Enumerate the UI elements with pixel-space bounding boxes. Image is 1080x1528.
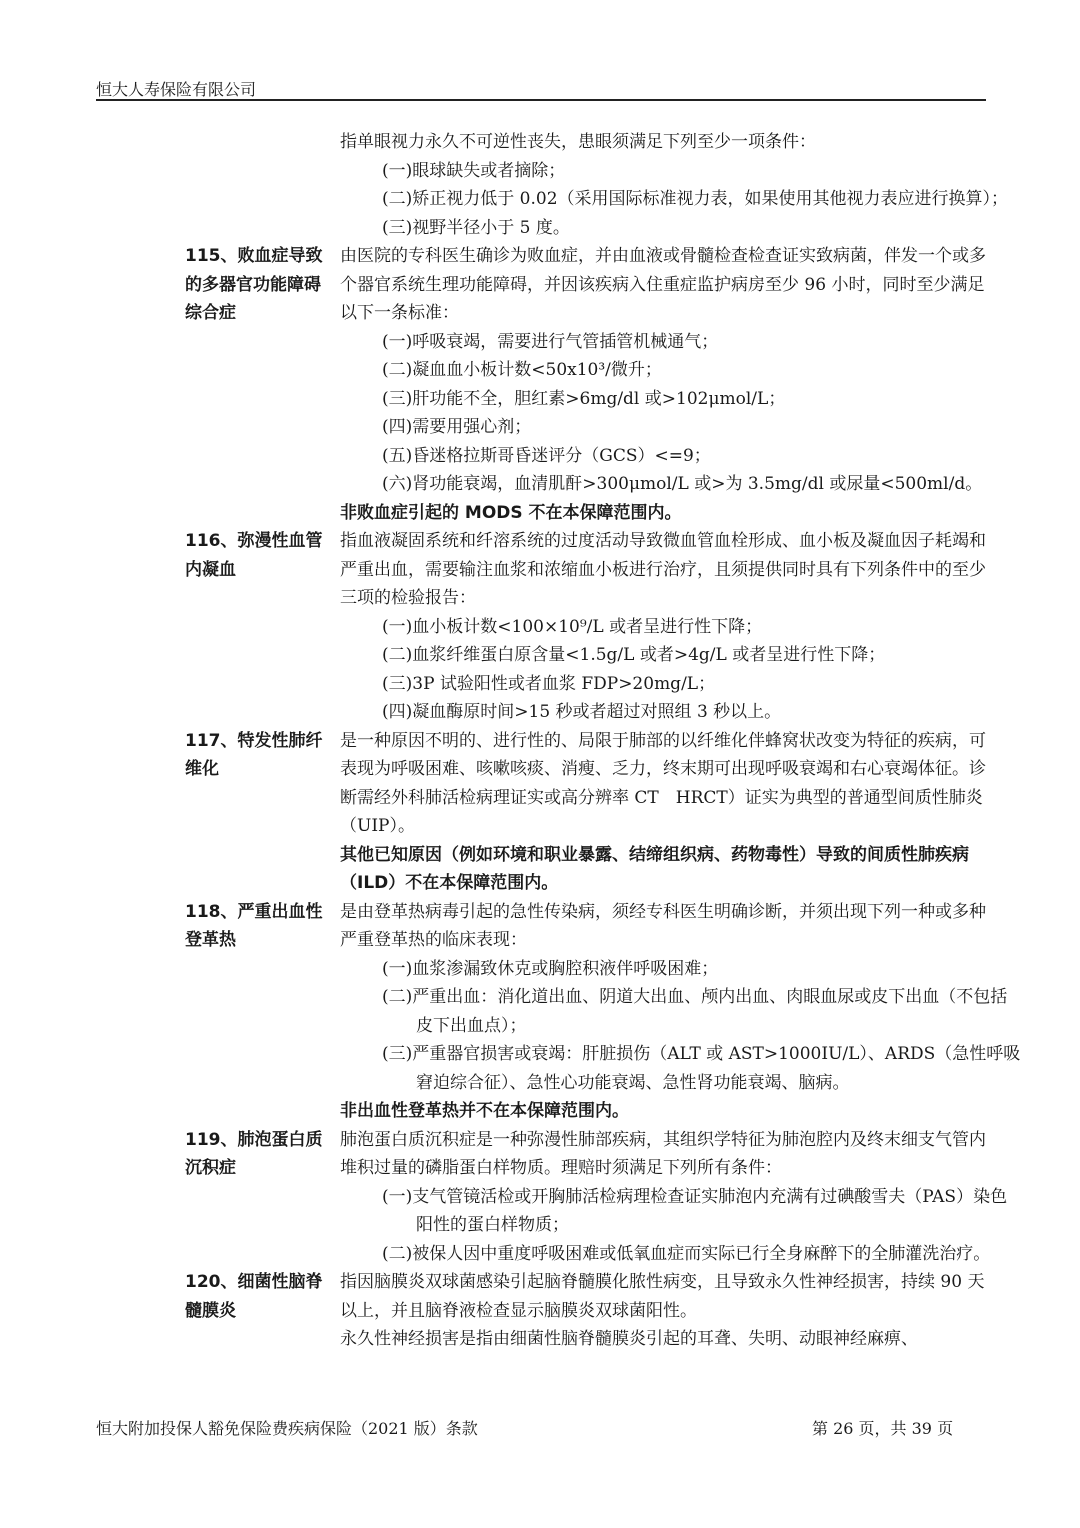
- clause-definition-118: 是由登革热病毒引起的急性传染病，须经专科医生明确诊断，并须出现下列一种或多种严重登革热的临床表现：: [340, 901, 986, 950]
- list-item: (二)血浆纤维蛋白原含量<1.5g/L 或者>4g/L 或者呈进行性下降；: [382, 645, 886, 665]
- list-item: (一)血浆渗漏致休克或胸腔积液伴呼吸困难；: [382, 958, 719, 979]
- exclusion-note: 其他已知原因（例如环境和职业暴露、结缔组织病、药物毒性）导致的间质性肺疾病（ILD）不在本保障范围内。: [340, 844, 969, 893]
- clause-definition-120: 指因脑膜炎双球菌感染引起脑脊髓膜化脓性病变，且导致永久性神经损害，持续 90 天以上，并且脑脊液检查显示脑膜炎双球菌阳性。: [340, 1272, 985, 1321]
- list-item: (一)呼吸衰竭，需要进行气管插管机械通气；: [382, 331, 719, 352]
- clause-term-119: 119、肺泡蛋白质沉积症: [185, 1129, 323, 1178]
- list-item: (二)矫正视力低于 0.02（采用国际标准视力表，如果使用其他视力表应进行换算）；: [382, 189, 1009, 209]
- clause-definition-117: 是一种原因不明的、进行性的、局限于肺部的以纤维化伴蜂窝状改变为特征的疾病，可表现为呼吸困难、咳嗽咳痰、消瘦、乏力，终末期可出现呼吸衰竭和右心衰竭体征。诊断需经外科肺活检病理证实或高分辨率 CT HRCT）证实为典型的普通型间质性肺炎（UIP）。: [340, 730, 986, 836]
- list-item: (三)视野半径小于 5 度。: [382, 217, 570, 238]
- list-item: (六)肾功能衰竭，血清肌酐>300μmol/L 或>为 3.5mg/dl 或尿量<500ml/d。: [382, 474, 983, 494]
- list-item: (四)需要用强心剂；: [382, 417, 532, 437]
- footer-page-number: 第 26 页，共 39 页: [812, 1419, 954, 1438]
- clause-term-116: 116、弥漫性血管内凝血: [185, 531, 323, 580]
- list-item: (一)支气管镜活检或开胸肺活检病理检查证实肺泡内充满有过碘酸雪夫（PAS）染色阳性的蛋白样物质；: [382, 1186, 1008, 1235]
- clause-term-118: 118、严重出血性登革热: [185, 901, 323, 950]
- clause-content: [0, 128, 1080, 1354]
- paragraph: 指单眼视力永久不可逆性丧失，患眼须满足下列至少一项条件：: [340, 132, 816, 152]
- list-item: (五)昏迷格拉斯哥昏迷评分（GCS）<=9；: [382, 445, 711, 466]
- clause-term-115: 115、败血症导致的多器官功能障碍综合症: [185, 246, 323, 323]
- company-header: 恒大人寿保险有限公司: [96, 80, 257, 99]
- list-item: (二)凝血血小板计数<50x10³/微升；: [382, 360, 662, 380]
- list-item: (二)严重出血：消化道出血、阴道大出血、颅内出血、肉眼血尿或皮下出血（不包括皮下出血点）；: [382, 987, 1008, 1036]
- clause-term-117: 117、特发性肺纤维化: [185, 730, 323, 779]
- footer-document-title: 恒大附加投保人豁免保险费疾病保险（2021 版）条款: [96, 1419, 478, 1438]
- exclusion-note: 非败血症引起的 MODS 不在本保障范围内。: [340, 502, 682, 523]
- clause-definition-116: 指血液凝固系统和纤溶系统的过度活动导致微血管血栓形成、血小板及凝血因子耗竭和严重出血，需要输注血浆和浓缩血小板进行治疗，且须提供同时具有下列条件中的至少三项的检验报告：: [340, 531, 986, 608]
- list-item: (三)严重器官损害或衰竭：肝脏损伤（ALT 或 AST>1000IU/L）、ARDS（急性呼吸窘迫综合征）、急性心功能衰竭、急性肾功能衰竭、脑病。: [382, 1044, 1021, 1093]
- clause-term-120: 120、细菌性脑脊髓膜炎: [185, 1272, 323, 1321]
- paragraph: 永久性神经损害是指由细菌性脑脊髓膜炎引起的耳聋、失明、动眼神经麻痹、: [340, 1329, 918, 1349]
- list-item: (三)3P 试验阳性或者血浆 FDP>20mg/L；: [382, 673, 716, 694]
- list-item: (三)肝功能不全，胆红素>6mg/dl 或>102μmol/L；: [382, 388, 786, 409]
- list-item: (一)血小板计数<100×10⁹/L 或者呈进行性下降；: [382, 616, 763, 637]
- list-item: (二)被保人因中重度呼吸困难或低氧血症而实际已行全身麻醉下的全肺灌洗治疗。: [382, 1243, 991, 1264]
- list-item: (一)眼球缺失或者摘除；: [382, 160, 566, 181]
- exclusion-note: 非出血性登革热并不在本保障范围内。: [340, 1101, 629, 1121]
- list-item: (四)凝血酶原时间>15 秒或者超过对照组 3 秒以上。: [382, 702, 782, 722]
- clause-definition-119: 肺泡蛋白质沉积症是一种弥漫性肺部疾病，其组织学特征为肺泡腔内及终末细支气管内堆积过量的磷脂蛋白样物质。理赔时须满足下列所有条件：: [340, 1129, 986, 1178]
- header-divider: [96, 99, 986, 101]
- clause-definition-115: 由医院的专科医生确诊为败血症，并由血液或骨髓检查检查证实致病菌，伴发一个或多个器官系统生理功能障碍，并因该疾病入住重症监护病房至少 96 小时，同时至少满足以下一条标准：: [340, 246, 986, 323]
